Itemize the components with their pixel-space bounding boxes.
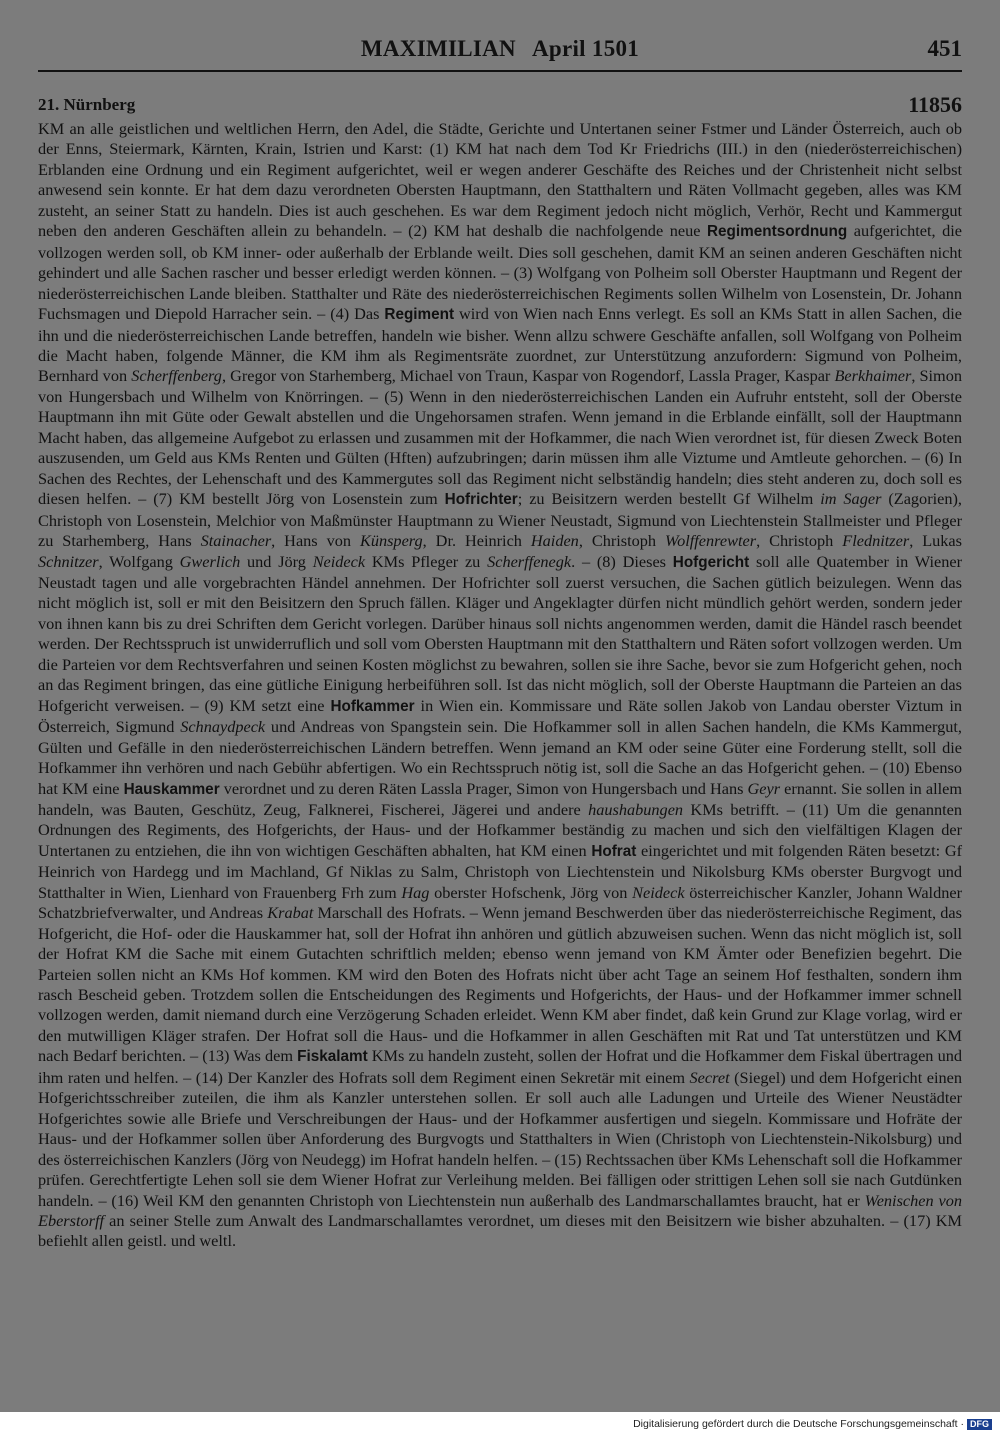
italic-name: im Sager — [820, 489, 882, 509]
bold-term: Hofrichter — [444, 491, 518, 509]
text-run: und Jörg — [240, 551, 313, 571]
italic-name: Schnaydpeck — [180, 717, 266, 737]
text-run: aufgerichtet, die vollzogen werden soll, ob KM inner- oder außerhalb der Erblande weilt. Dies soll geschehen, damit KM an seinen anderen Geschäften nicht gehindert und alle Sachen rascher und besser erledigt werden können. – (3) Wolfgang von Polheim soll Oberster Hauptmann und Regent der niederösterreichischen Lande bleiben. Statthalter und Räte des niederösterreichischen Regiments sollen Wilhelm von Losenstein, Dr. Johann Fuchsmagen und Diepold Harracher sein. – (4) Das — [38, 221, 963, 324]
entry-place-date: 21. Nürnberg — [38, 95, 136, 114]
header-rule — [38, 70, 962, 72]
entry-body — [38, 119, 962, 1252]
header-title-date: April 1501 — [531, 36, 640, 61]
text-run: , Christoph — [578, 531, 666, 551]
italic-name: haushabungen — [588, 799, 684, 819]
text-run: , Wolfgang — [98, 551, 180, 571]
text-run: ; zu Beisitzern werden bestellt Gf Wilhelm — [517, 489, 821, 509]
text-run: KMs zu handeln zusteht, sollen der Hofrat und die Hofkammer dem Fiskal übertragen und ihm raten und helfen. – (14) Der Kanzler des Hofrats soll dem Regiment einen Sekretär mit einem — [38, 1046, 962, 1087]
italic-name: Secret — [689, 1067, 730, 1087]
bold-term: Fiskalamt — [297, 1048, 368, 1066]
entry-number: 11856 — [908, 92, 962, 117]
text-run: an seiner Stelle zum Anwalt des Landmarschallamtes verordnet, um dieses mit den Beisitzern wie bisher abzuhalten. – (17) KM befiehlt allen geistl. und weltl. — [38, 1211, 962, 1251]
text-run: , Simon von Hungersbach und Wilhelm von Knörringen. – (5) Wenn in den niederösterreichischen Landen ein Aufruhr entsteht, soll der Oberste Hauptmann ihn mit Güte oder Gewalt abstellen und die Ungehorsamen strafen. Wenn jemand in die Erblande einfällt, soll der Hauptmann Macht haben, das allgemeine Aufgebot zu erlassen und zusammen mit der Hofkammer, die nach Wien verordnet ist, für diesen Zweck Boten auszusenden, um Geld aus KMs Renten und Gülten (Hften) aufzubringen; darin müssen ihm alle Viztume und Amtleute gehorchen. – (6) In Sachen des Rechtes, der Lehenschaft und des Kammergutes soll das Regiment nicht selbständig handeln; dies steht anderen zu, doch soll es diesen helfen. – (7) KM bestellt Jörg von Losenstein zum — [38, 366, 963, 509]
bold-term: Hofrat — [591, 842, 637, 860]
text-run: KMs betrifft. – (11) Um die genannten Ordnungen des Regiments, des Hofgerichts, der Haus- und der Hofkammer beständig zu machen und sich den vielfältigen Klagen der Untertanen zu entziehen, die ihn von wichtigen Geschäften abhalten, hat KM einen — [38, 799, 963, 860]
text-run: österreichischer Kanzler, Johann Waldner Schatzbriefverwalter, und Andreas — [38, 882, 962, 923]
bold-term: Hauskammer — [123, 780, 220, 798]
text-run: Marschall des Hofrats. – Wenn jemand Beschwerden über das niederösterreichische Regiment, das Hofgericht, die Hof- oder die Hauskammer hat, soll der Hofrat ihn anhören und gütlich abzuweisen suchen. Wenn das nicht möglich ist, soll der Hofrat KM die Sache mit einem Gutachten schriftlich melden; ebenso wenn jemand von KM Ämter oder Benefizien begehrt. Die Parteien sollen nicht an KMs Hof kommen. KM wird den Boten des Hofrats nicht über acht Tage an seinem Hof festhalten, sondern ihm rasch Bescheid geben. Trotzdem sollen die Entscheidungen des Regiments und Hofgerichts, der Haus- und der Hofkammer immer schnell vollzogen werden, damit niemand durch eine Verzögerung Schaden erleidet. Wenn KM aber findet, daß kein Grund zur Klage vorlag, wird er den mutwilligen Kläger strafen. Der Hofrat soll die Haus- und die Hofkammer in allen Geschäften mit Rat und Tat unterstützen und KM nach Bedarf berichten. – (13) Was dem — [38, 903, 962, 1066]
text-run: , Gregor von Starhemberg, Michael von Traun, Kaspar von Rogendorf, Lassla Prager, Kaspar — [221, 366, 835, 386]
text-run: (Zagorien), Christoph von Losenstein, Melchior von Maßmünster Hauptmann zu Wiener Neustadt, Sigmund von Liechtenstein Stallmeister und Pfleger zu Starhemberg, Hans — [38, 489, 963, 551]
text-run: verordnet und zu deren Räten Lassla Prager, Simon von Hungersbach und Hans — [219, 778, 748, 798]
italic-name: Berkhaimer — [834, 366, 912, 386]
footer-credit — [633, 1418, 992, 1430]
text-run: . – (8) Dieses — [571, 551, 673, 571]
text-run: , Hans von — [271, 531, 360, 551]
body-paragraph — [38, 119, 962, 1252]
dfg-logo: DFG — [967, 1419, 992, 1430]
text-run: KM an alle geistlichen und weltlichen Herrn, den Adel, die Städte, Gerichte und Untertanen seiner Fstmer und Länder Österreich, auch ob der Enns, Steiermark, Kärnten, Krain, Istrien und Karst: (1) KM hat nach dem Tod Kr Friedrichs (III.) in den (niederösterreichischen) Erblanden eine Ordnung und ein Regiment aufgerichtet, weil er wegen anderer Geschäfte des Reiches und der Christenheit nicht selbst anwesend sein konnte. Er hat dem dazu verordneten Obersten Hauptmann, den Statthaltern und Räten Vollmacht gegeben, alles was KM zusteht, an seiner Statt zu handeln. Dies ist auch geschehen. Es war dem Regiment jedoch nicht möglich, Verhör, Recht und Kammergut neben den anderen Geschäften allein zu behandeln. – (2) KM hat deshalb die nachfolgende neue — [38, 119, 962, 241]
text-run: eingerichtet und mit folgenden Räten besetzt: Gf Heinrich von Hardegg und im Machland, Gf Niklas zu Salm, Christoph von Liechtenstein und Nikolsburg KMs oberster Burgvogt und Statthalter in Wien, Lienhard von Frauenberg Frh zum — [38, 840, 962, 902]
text-run: (Siegel) und dem Hofgericht einen Hofgerichtsschreiber zuteilen, die ihm als Kanzler unterstehen sollen. Er soll auch alle Ladungen und Urteile des Wiener Neustädter Hofgerichtes sowie alle Briefe und Verschreibungen der Haus- und der Hofkammer ausfertigen und siegeln. Kommissare und Hofräte der Haus- und der Hofkammer sollen über Anforderung des Burgvogts und Statthalters in Wien (Christoph von Liechtenstein-Nikolsburg) und des österreichischen Kanzlers (Jörg von Neudegg) im Hofrat handeln helfen. – (15) Rechtssachen über KMs Lehenschaft soll die Hofkammer prüfen. Gerechtfertigte Lehen soll sie dem Wiener Hofrat zur Verleihung melden. Bei fälligen oder strittigen Lehen soll sie nach Gutdünken handeln. – (16) Weil KM den genannten Christoph von Liechtenstein nun außerhalb des Landmarschallamtes braucht, hat er — [38, 1067, 963, 1210]
italic-name: Flednitzer — [842, 531, 910, 551]
bold-term: Regiment — [384, 306, 455, 324]
text-run: oberster Hofschenk, Jörg von — [429, 882, 633, 902]
text-run: ernannt. Sie sollen in allem handeln, was Bauten, Geschütz, Zeug, Falknerei, Fischerei, Jägerei und andere — [38, 778, 963, 819]
text-run: , Dr. Heinrich — [422, 531, 531, 551]
italic-name: Haiden — [530, 531, 579, 551]
entry-heading — [38, 92, 962, 118]
footer-text: Digitalisierung gefördert durch die Deutsche Forschungsgemeinschaft · — [633, 1418, 964, 1430]
text-run: , Lukas — [909, 531, 962, 551]
italic-name: Neideck — [312, 551, 366, 571]
text-run: , Christoph — [756, 531, 843, 551]
italic-name: Wenischen von Eberstorff — [38, 1190, 962, 1231]
text-run: und Andreas von Spangstein sein. Die Hofkammer soll in allen Sachen handeln, die KMs Kammergut, Gülten und Gefälle in den niederösterreichischen Ländern betreffen. Wenn jemand an KM oder seine Güter eine Forderung stellt, soll die Hofkammer ihn verhören und nach Gebühr abfertigen. Wo ein Rechtsspruch nötig ist, soll die Sache an das Hofgericht gehen. – (10) Ebenso hat KM eine — [38, 717, 962, 798]
header-title-name: MAXIMILIAN — [360, 36, 516, 61]
italic-name: Hag — [401, 882, 430, 902]
text-run: wird von Wien nach Enns verlegt. Es soll an KMs Statt in allen Sachen, die ihn und die niederösterreichischen Lande betreffen, handeln wie bisher. Wenn allzu schwere Geschäfte anfallen, soll Wolfgang von Polheim die Macht haben, folgende Männer, die KM ihm als Regimentsräte zuordnet, zur Unterstützung anzufordern: Sigmund von Polheim, Bernhard von — [38, 304, 962, 386]
bold-term: Hofgericht — [672, 553, 750, 571]
italic-name: Scherffenberg — [131, 366, 222, 386]
italic-name: Künsperg — [359, 531, 423, 551]
italic-name: Neideck — [632, 882, 685, 902]
italic-name: Gwerlich — [179, 551, 241, 571]
bold-term: Regimentsordnung — [707, 223, 848, 241]
running-header — [38, 36, 962, 70]
italic-name: Wolffenrewter — [665, 531, 757, 551]
bold-term: Hofkammer — [330, 697, 415, 715]
header-title — [38, 36, 962, 62]
italic-name: Schnitzer — [38, 551, 99, 571]
italic-name: Geyr — [747, 778, 781, 798]
text-run: in Wien ein. Kommissare und Räte sollen Jakob von Landau oberster Viztum in Österreich, Sigmund — [38, 695, 962, 737]
text-run: soll alle Quatember in Wiener Neustadt tagen und alle vorgebrachten Händel annehmen. Der Hofrichter soll zuerst versuchen, die Sachen gütlich beizulegen. Wenn das nicht möglich ist, soll er mit den Beisitzern den Spruch fällen. Kläger und Angeklagter dürfen nicht mündlich gehört werden, sondern jeder von ihnen kann bis zu drei Schriften dem Gericht vorlegen. Darüber hinaus soll nichts angenommen werden, damit die Händel rasch beendet werden. Der Rechtsspruch ist unwiderruflich und soll vom Obersten Hauptmann mit den Statthaltern und Räten sofort vollzogen werden. Um die Parteien vor dem Rechtsverfahren und seinen Kosten möglichst zu bewahren, sollen sie ihre Sache, bevor sie zum Hofgericht gehen, noch an das Regiment bringen, das eine gütliche Einigung herbeiführen soll. Ist das nicht möglich, soll der Oberste Hauptmann die Parteien an das Hofgericht verweisen. – (9) KM setzt eine — [38, 551, 962, 715]
italic-name: Krabat — [267, 903, 314, 923]
italic-name: Stainacher — [200, 531, 272, 551]
italic-name: Scherffenegk — [487, 551, 572, 571]
text-run: KMs Pfleger zu — [365, 551, 488, 571]
page-number: 451 — [927, 36, 962, 61]
